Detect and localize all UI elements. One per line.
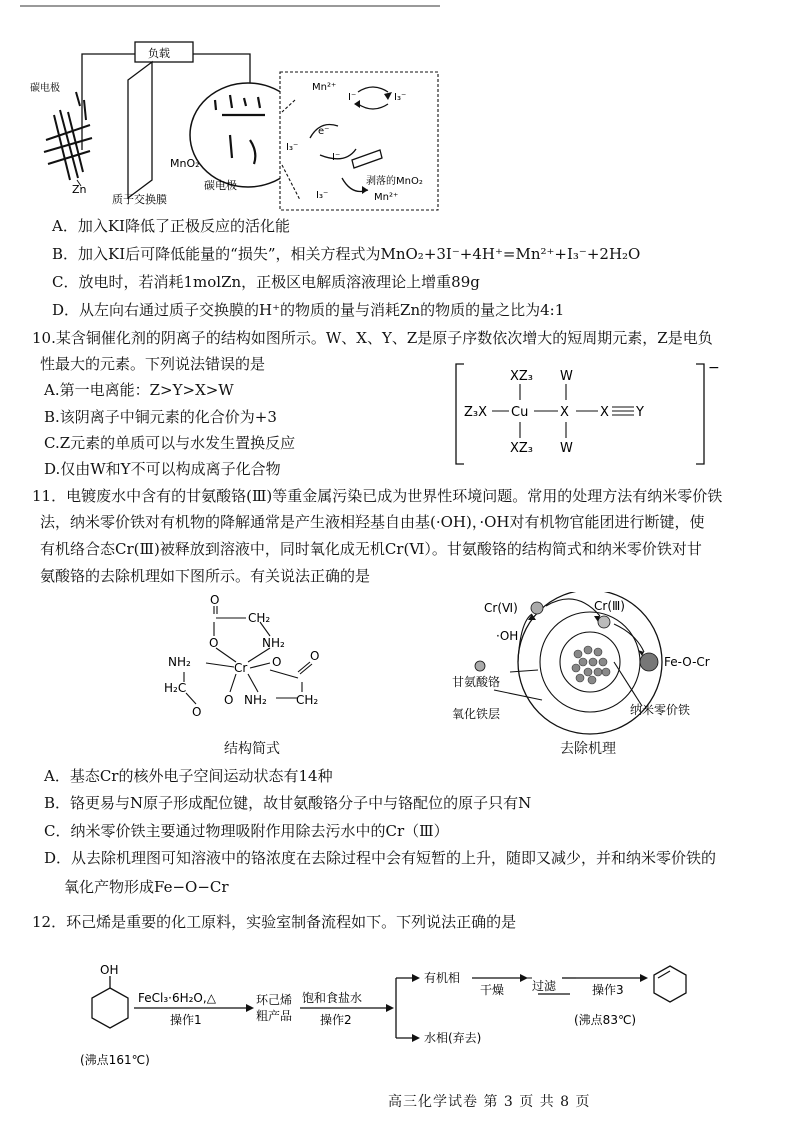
flow-reagent: FeCl₃·6H₂O,△ bbox=[138, 991, 216, 1005]
q9-option-c: C．放电时，若消耗1molZn，正极区电解质溶液理论上增重89g bbox=[52, 273, 480, 291]
q11-option-b: B．铬更易与N原子形成配位键，故甘氨酸铬分子中与铬配位的原子只有N bbox=[44, 794, 532, 812]
q10-option-d: D.仅由W和Y不可以构成离子化合物 bbox=[44, 460, 281, 478]
q11-stem-line3: 有机络合态Cr(Ⅲ)被释放到溶液中，同时氧化成无机Cr(Ⅵ）。甘氨酸铬的结构简式和纳米零价铁对甘 bbox=[40, 540, 702, 558]
q9-option-a: A．加入KI降低了正极反应的活化能 bbox=[52, 217, 290, 235]
label-carbon-electrode-left: 碳电极 bbox=[30, 83, 60, 94]
q11-glycine-chromium-structure bbox=[150, 592, 340, 722]
q11-caption-structure: 结构简式 bbox=[224, 741, 280, 757]
gly-o-right2: O bbox=[310, 649, 320, 663]
mech-cr3: Cr(Ⅲ) bbox=[594, 599, 625, 613]
struct-y: Y bbox=[636, 405, 644, 420]
struct-x-right: X bbox=[600, 405, 609, 420]
flow-op2: 操作2 bbox=[320, 1013, 352, 1027]
gly-h2c: H₂C bbox=[164, 681, 187, 695]
flow-filter: 过滤 bbox=[532, 979, 557, 993]
q10-stem-line1: 10.某含铜催化剂的阴离子的结构如图所示。W、X、Y、Z是原子序数依次增大的短周期元素，Z是电负 bbox=[32, 329, 713, 347]
q11-option-c: C．纳米零价铁主要通过物理吸附作用除去污水中的Cr（Ⅲ） bbox=[44, 822, 449, 840]
gly-nh2-left: NH₂ bbox=[168, 655, 191, 669]
mech-feocr: Fe-O-Cr bbox=[664, 655, 710, 669]
mech-cr6: Cr(Ⅵ) bbox=[484, 601, 518, 615]
struct-z3x: Z₃X bbox=[464, 405, 488, 420]
inset-peeled-mno2: 剥落的MnO₂ bbox=[366, 176, 423, 187]
flow-dry: 干燥 bbox=[480, 983, 505, 997]
inset-i-minus-top: I⁻ bbox=[348, 92, 357, 103]
q10-stem-line2: 性最大的元素。下列说法错误的是 bbox=[40, 355, 266, 373]
q10-option-b: B.该阴离子中铜元素的化合价为+3 bbox=[44, 408, 277, 426]
gly-o-bottom: O bbox=[224, 693, 234, 707]
struct-cu: Cu bbox=[511, 405, 529, 420]
inset-i3-top: I₃⁻ bbox=[394, 92, 407, 103]
label-load: 负载 bbox=[148, 47, 170, 60]
flow-op1: 操作1 bbox=[170, 1013, 202, 1027]
gly-ch2-top: CH₂ bbox=[248, 611, 271, 625]
gly-o-bottom2: O bbox=[192, 705, 202, 719]
q12-stem: 12．环己烯是重要的化工原料，实验室制备流程如下。下列说法正确的是 bbox=[32, 913, 517, 931]
struct-w-top: W bbox=[560, 369, 573, 384]
gly-o-right: O bbox=[272, 655, 282, 669]
q11-caption-mechanism: 去除机理 bbox=[560, 741, 616, 757]
flow-brine: 饱和食盐水 bbox=[302, 991, 363, 1005]
label-zn: Zn bbox=[72, 183, 87, 196]
q9-battery-figure bbox=[20, 0, 440, 215]
inset-i-minus-mid: I⁻ bbox=[332, 152, 341, 163]
gly-nh2-bottom: NH₂ bbox=[244, 693, 267, 707]
inset-mn-bottom: Mn²⁺ bbox=[374, 192, 399, 203]
struct-x-mid: X bbox=[560, 405, 569, 420]
struct-w-bottom: W bbox=[560, 441, 573, 456]
q12-flow-diagram bbox=[80, 962, 700, 1072]
page-footer: 高三化学试卷 第 3 页 共 8 页 bbox=[388, 1094, 591, 1110]
struct-charge: − bbox=[708, 362, 720, 376]
q11-stem-line4: 氨酸铬的去除机理如下图所示。有关说法正确的是 bbox=[40, 567, 371, 585]
flow-op3: 操作3 bbox=[592, 983, 624, 997]
flow-bp-reactant: (沸点161℃) bbox=[80, 1053, 150, 1067]
q10-option-a: A.第一电离能：Z>Y>X>W bbox=[44, 381, 234, 399]
inset-electron: e⁻ bbox=[318, 126, 330, 137]
q11-stem-line2: 法，纳米零价铁对有机物的降解通常是产生液相羟基自由基(·OH)，·OH对有机物官能团进行断键，使 bbox=[40, 513, 705, 531]
q11-stem-line1: 11．电镀废水中含有的甘氨酸铬(Ⅲ)等重金属污染已成为世界性环境问题。常用的处理方法有纳米零价铁 bbox=[32, 487, 723, 505]
mech-nano-fe: 纳米零价铁 bbox=[630, 703, 691, 717]
gly-o-left: O bbox=[209, 636, 219, 650]
q11-removal-mechanism bbox=[438, 592, 738, 737]
inset-mn-top: Mn²⁺ bbox=[312, 82, 337, 93]
q9-option-b: B．加入KI后可降低能量的“损失”，相关方程式为MnO₂+3I⁻+4H⁺=Mn²⁺+I₃⁻+2H₂O bbox=[52, 245, 641, 263]
q10-anion-structure bbox=[452, 362, 732, 467]
flow-crude-line1: 环己烯 bbox=[256, 993, 293, 1007]
gly-ch2-bottom: CH₂ bbox=[296, 693, 319, 707]
flow-bp-product: (沸点83℃) bbox=[574, 1013, 637, 1027]
flow-crude-line2: 粗产品 bbox=[256, 1009, 293, 1023]
struct-xz3-bottom: XZ₃ bbox=[510, 441, 534, 456]
struct-xz3-top: XZ₃ bbox=[510, 369, 534, 384]
inset-i3-bottom: I₃⁻ bbox=[316, 190, 329, 201]
label-mno2: MnO₂ bbox=[170, 157, 200, 170]
mech-oh: ·OH bbox=[496, 629, 519, 643]
mech-oxide-layer: 氧化铁层 bbox=[452, 707, 501, 721]
q11-option-d-cont: 氧化产物形成Fe−O−Cr bbox=[64, 878, 229, 896]
label-carbon-electrode-right: 碳电极 bbox=[204, 179, 237, 192]
inset-i3-left: I₃⁻ bbox=[286, 142, 299, 153]
gly-o-top: O bbox=[210, 593, 220, 607]
gly-cr: Cr bbox=[234, 661, 248, 675]
q10-option-c: C.Z元素的单质可以与水发生置换反应 bbox=[44, 434, 296, 452]
q11-option-a: A．基态Cr的核外电子空间运动状态有14种 bbox=[44, 767, 333, 785]
flow-oh: OH bbox=[100, 963, 119, 977]
flow-aqueous: 水相(弃去) bbox=[424, 1031, 482, 1045]
mech-glycine-cr: 甘氨酸铬 bbox=[452, 675, 501, 689]
label-membrane: 质子交换膜 bbox=[112, 193, 167, 206]
gly-nh2-top: NH₂ bbox=[262, 636, 285, 650]
flow-organic: 有机相 bbox=[424, 971, 461, 985]
q9-option-d: D．从左向右通过质子交换膜的H⁺的物质的量与消耗Zn的物质的量之比为4:1 bbox=[52, 301, 565, 319]
q11-option-d: D．从去除机理图可知溶液中的铬浓度在去除过程中会有短暂的上升，随即又减少，并和纳米零价铁的 bbox=[44, 849, 717, 867]
